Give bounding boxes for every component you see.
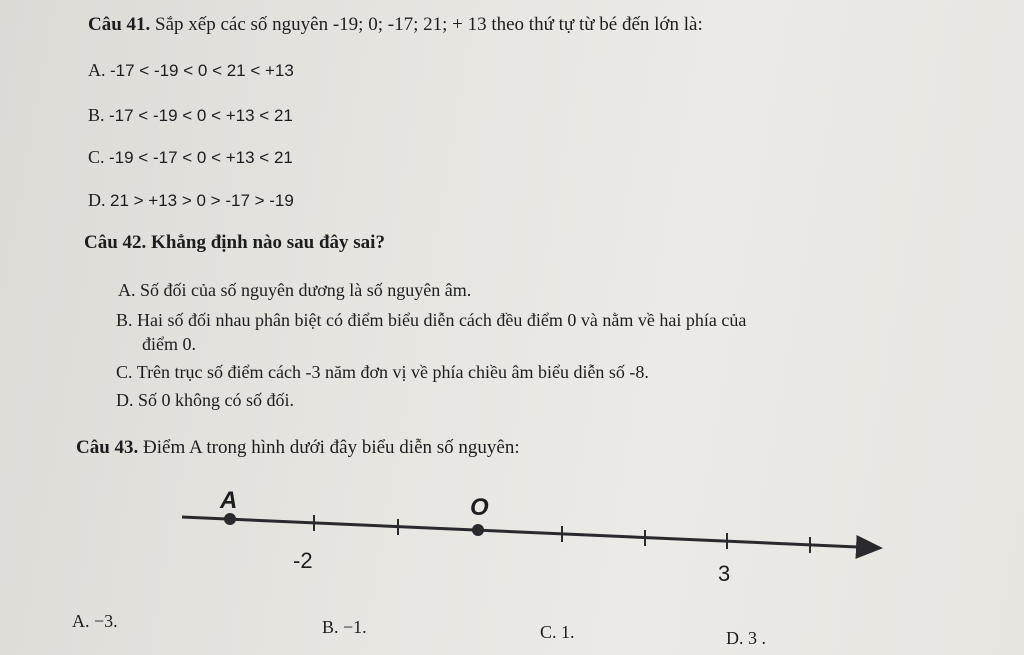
option-text: −3.: [94, 611, 118, 631]
option-letter: C.: [116, 362, 133, 382]
option-text: 3 .: [748, 628, 766, 648]
option-43-c[interactable]: [540, 622, 575, 643]
option-text: Trên trục số điểm cách -3 năm đơn vị về phía chiều âm biểu diễn số -8.: [136, 362, 649, 382]
option-letter: B.: [116, 310, 133, 330]
question-number: Câu 43.: [76, 437, 139, 458]
option-text: Số 0 không có số đối.: [138, 390, 295, 410]
option-text: -17 < -19 < 0 < 21 < +13: [110, 61, 294, 80]
option-text: 21 > +13 > 0 > -17 > -19: [110, 191, 294, 210]
option-letter: C.: [88, 147, 105, 167]
option-letter: D.: [116, 390, 134, 410]
number-line-axis: [182, 517, 880, 548]
option-text: −1.: [343, 617, 367, 637]
option-text: Số đối của số nguyên dương là số nguyên âm.: [140, 280, 472, 300]
option-text: 1.: [561, 622, 575, 642]
option-43-a[interactable]: [72, 611, 118, 632]
point-o: [472, 524, 484, 536]
question-text: Sắp xếp các số nguyên -19; 0; -17; 21; + 13 theo thứ tự từ bé đến lớn là:: [155, 14, 703, 35]
point-a-label: A: [220, 487, 238, 514]
question-text: Điểm A trong hình dưới đây biểu diễn số nguyên:: [143, 437, 520, 458]
option-letter: B.: [88, 105, 105, 125]
option-letter: B.: [322, 617, 339, 637]
option-text: điểm 0.: [142, 334, 196, 354]
option-43-d[interactable]: [726, 628, 766, 649]
tick-label-left: -2: [293, 548, 313, 573]
option-text: -19 < -17 < 0 < +13 < 21: [109, 148, 293, 167]
question-number: Câu 42.: [84, 232, 147, 253]
option-letter: D.: [88, 190, 106, 210]
tick-label-right: 3: [718, 561, 731, 586]
option-letter: A.: [88, 60, 106, 80]
option-letter: A.: [72, 611, 90, 631]
option-letter: A.: [118, 280, 136, 300]
question-text: Khẳng định nào sau đây sai?: [151, 232, 385, 253]
point-a: [224, 513, 236, 525]
point-o-label: O: [470, 494, 489, 521]
option-text: -17 < -19 < 0 < +13 < 21: [109, 106, 293, 125]
option-43-b[interactable]: [322, 617, 367, 638]
option-letter: D.: [726, 628, 744, 648]
option-letter: C.: [540, 622, 557, 642]
option-text: Hai số đối nhau phân biệt có điểm biểu diễn cách đều điểm 0 và nằm về hai phía của: [137, 310, 747, 330]
question-number: Câu 41.: [88, 14, 151, 35]
